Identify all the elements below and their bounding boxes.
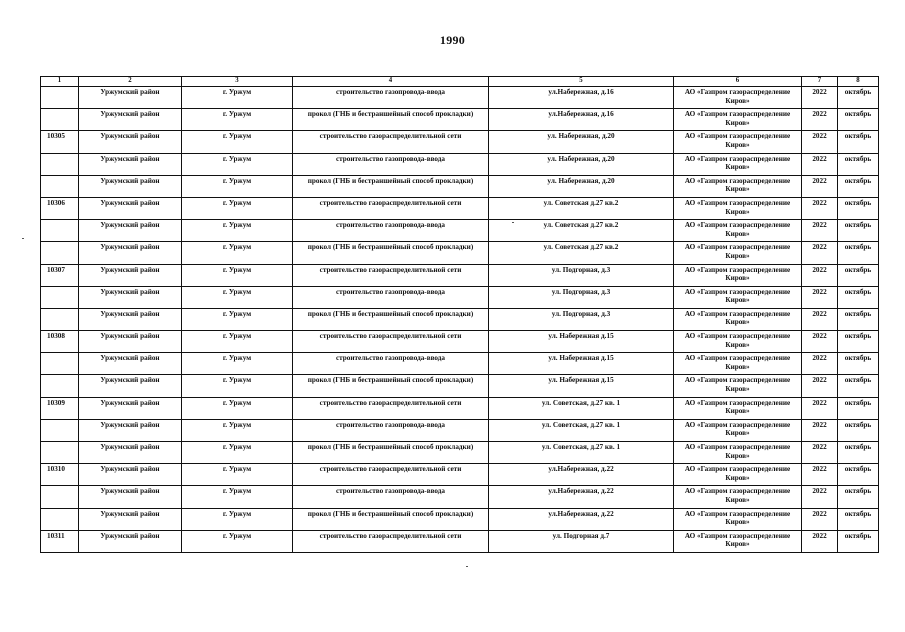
town-cell: г. Уржум	[182, 331, 293, 353]
scan-speck	[466, 566, 468, 567]
work-type-cell: строительство газораспределительной сети	[293, 397, 489, 419]
table-row	[41, 464, 879, 486]
record-number-cell: 10305	[41, 131, 79, 153]
organization-cell: АО «Газпром газораспределение Киров»	[674, 175, 802, 197]
month-cell: октябрь	[838, 153, 879, 175]
town-cell: г. Уржум	[182, 508, 293, 530]
column-header: 6	[674, 77, 802, 87]
record-number-cell	[41, 286, 79, 308]
month-cell: октябрь	[838, 220, 879, 242]
address-cell: ул. Набережная д.15	[489, 353, 674, 375]
work-type-cell: строительство газопровода-ввода	[293, 353, 489, 375]
record-number-cell: 10311	[41, 530, 79, 552]
table-row	[41, 486, 879, 508]
address-cell: ул. Набережная д.15	[489, 331, 674, 353]
address-cell: ул. Подгорная, д.3	[489, 308, 674, 330]
year-cell: 2022	[802, 87, 838, 109]
organization-cell: АО «Газпром газораспределение Киров»	[674, 331, 802, 353]
address-cell: ул. Советская д.27 кв.2	[489, 197, 674, 219]
district-cell: Уржумский район	[79, 508, 182, 530]
year-cell: 2022	[802, 242, 838, 264]
month-cell: октябрь	[838, 397, 879, 419]
address-cell: ул. Советская д.27 кв.2	[489, 220, 674, 242]
town-cell: г. Уржум	[182, 375, 293, 397]
town-cell: г. Уржум	[182, 353, 293, 375]
work-type-cell: строительство газораспределительной сети	[293, 197, 489, 219]
table-row	[41, 375, 879, 397]
month-cell: октябрь	[838, 131, 879, 153]
record-number-cell	[41, 153, 79, 175]
scan-speck	[22, 238, 24, 239]
address-cell: ул.Набережная, д.16	[489, 87, 674, 109]
town-cell: г. Уржум	[182, 175, 293, 197]
record-number-cell: 10307	[41, 264, 79, 286]
district-cell: Уржумский район	[79, 286, 182, 308]
year-cell: 2022	[802, 220, 838, 242]
address-cell: ул. Подгорная, д.3	[489, 264, 674, 286]
month-cell: октябрь	[838, 242, 879, 264]
organization-cell: АО «Газпром газораспределение Киров»	[674, 109, 802, 131]
organization-cell: АО «Газпром газораспределение Киров»	[674, 353, 802, 375]
year-cell: 2022	[802, 442, 838, 464]
table-row	[41, 308, 879, 330]
column-header: 2	[79, 77, 182, 87]
year-cell: 2022	[802, 286, 838, 308]
address-cell: ул. Советская, д.27 кв. 1	[489, 442, 674, 464]
record-number-cell	[41, 508, 79, 530]
work-type-cell: строительство газораспределительной сети	[293, 331, 489, 353]
table-row	[41, 353, 879, 375]
table-row	[41, 87, 879, 109]
work-type-cell: строительство газопровода-ввода	[293, 286, 489, 308]
table-row	[41, 242, 879, 264]
organization-cell: АО «Газпром газораспределение Киров»	[674, 87, 802, 109]
work-type-cell: прокол (ГНБ и бестраншейный способ прокладки)	[293, 442, 489, 464]
work-type-cell: строительство газораспределительной сети	[293, 530, 489, 552]
year-cell: 2022	[802, 153, 838, 175]
table-row	[41, 175, 879, 197]
year-cell: 2022	[802, 375, 838, 397]
district-cell: Уржумский район	[79, 197, 182, 219]
year-cell: 2022	[802, 264, 838, 286]
organization-cell: АО «Газпром газораспределение Киров»	[674, 220, 802, 242]
town-cell: г. Уржум	[182, 242, 293, 264]
table-row	[41, 530, 879, 552]
town-cell: г. Уржум	[182, 419, 293, 441]
address-cell: ул. Набережная д.15	[489, 375, 674, 397]
district-cell: Уржумский район	[79, 486, 182, 508]
year-cell: 2022	[802, 530, 838, 552]
work-type-cell: прокол (ГНБ и бестраншейный способ прокладки)	[293, 375, 489, 397]
month-cell: октябрь	[838, 109, 879, 131]
town-cell: г. Уржум	[182, 464, 293, 486]
column-header: 4	[293, 77, 489, 87]
district-cell: Уржумский район	[79, 242, 182, 264]
work-type-cell: прокол (ГНБ и бестраншейный способ прокладки)	[293, 242, 489, 264]
address-cell: ул. Советская, д.27 кв. 1	[489, 397, 674, 419]
town-cell: г. Уржум	[182, 486, 293, 508]
organization-cell: АО «Газпром газораспределение Киров»	[674, 308, 802, 330]
district-cell: Уржумский район	[79, 397, 182, 419]
address-cell: ул. Подгорная, д.3	[489, 286, 674, 308]
work-type-cell: прокол (ГНБ и бестраншейный способ прокладки)	[293, 109, 489, 131]
town-cell: г. Уржум	[182, 286, 293, 308]
address-cell: ул. Подгорная д.7	[489, 530, 674, 552]
year-cell: 2022	[802, 308, 838, 330]
year-cell: 2022	[802, 486, 838, 508]
organization-cell: АО «Газпром газораспределение Киров»	[674, 242, 802, 264]
town-cell: г. Уржум	[182, 442, 293, 464]
district-cell: Уржумский район	[79, 153, 182, 175]
address-cell: ул. Набережная, д.20	[489, 131, 674, 153]
month-cell: октябрь	[838, 197, 879, 219]
work-type-cell: прокол (ГНБ и бестраншейный способ прокладки)	[293, 175, 489, 197]
year-cell: 2022	[802, 419, 838, 441]
address-cell: ул.Набережная, д.16	[489, 109, 674, 131]
address-cell: ул. Советская д.27 кв.2	[489, 242, 674, 264]
organization-cell: АО «Газпром газораспределение Киров»	[674, 508, 802, 530]
month-cell: октябрь	[838, 87, 879, 109]
town-cell: г. Уржум	[182, 87, 293, 109]
district-cell: Уржумский район	[79, 464, 182, 486]
address-cell: ул.Набережная, д.22	[489, 486, 674, 508]
month-cell: октябрь	[838, 486, 879, 508]
town-cell: г. Уржум	[182, 197, 293, 219]
work-type-cell: строительство газораспределительной сети	[293, 131, 489, 153]
year-cell: 2022	[802, 353, 838, 375]
organization-cell: АО «Газпром газораспределение Киров»	[674, 264, 802, 286]
record-number-cell	[41, 419, 79, 441]
year-cell: 2022	[802, 331, 838, 353]
town-cell: г. Уржум	[182, 109, 293, 131]
work-type-cell: строительство газопровода-ввода	[293, 486, 489, 508]
district-cell: Уржумский район	[79, 264, 182, 286]
district-cell: Уржумский район	[79, 131, 182, 153]
month-cell: октябрь	[838, 508, 879, 530]
table-row	[41, 508, 879, 530]
month-cell: октябрь	[838, 264, 879, 286]
table-row	[41, 264, 879, 286]
district-cell: Уржумский район	[79, 331, 182, 353]
work-type-cell: строительство газопровода-ввода	[293, 220, 489, 242]
town-cell: г. Уржум	[182, 530, 293, 552]
record-number-cell	[41, 175, 79, 197]
district-cell: Уржумский район	[79, 419, 182, 441]
registry-body	[41, 87, 879, 553]
year-cell: 2022	[802, 197, 838, 219]
district-cell: Уржумский район	[79, 353, 182, 375]
town-cell: г. Уржум	[182, 397, 293, 419]
registry-table	[40, 76, 879, 553]
organization-cell: АО «Газпром газораспределение Киров»	[674, 375, 802, 397]
district-cell: Уржумский район	[79, 375, 182, 397]
town-cell: г. Уржум	[182, 308, 293, 330]
column-header: 5	[489, 77, 674, 87]
organization-cell: АО «Газпром газораспределение Киров»	[674, 153, 802, 175]
record-number-cell	[41, 87, 79, 109]
address-cell: ул. Набережная, д.20	[489, 153, 674, 175]
record-number-cell	[41, 486, 79, 508]
table-row	[41, 419, 879, 441]
year-cell: 2022	[802, 397, 838, 419]
table-row	[41, 442, 879, 464]
page-number: 1990	[439, 33, 466, 47]
record-number-cell	[41, 353, 79, 375]
column-header: 3	[182, 77, 293, 87]
work-type-cell: строительство газопровода-ввода	[293, 419, 489, 441]
town-cell: г. Уржум	[182, 131, 293, 153]
town-cell: г. Уржум	[182, 153, 293, 175]
district-cell: Уржумский район	[79, 530, 182, 552]
year-cell: 2022	[802, 175, 838, 197]
record-number-cell: 10306	[41, 197, 79, 219]
record-number-cell: 10310	[41, 464, 79, 486]
month-cell: октябрь	[838, 464, 879, 486]
column-header: 7	[802, 77, 838, 87]
address-cell: ул. Набережная, д.20	[489, 175, 674, 197]
year-cell: 2022	[802, 131, 838, 153]
organization-cell: АО «Газпром газораспределение Киров»	[674, 197, 802, 219]
month-cell: октябрь	[838, 419, 879, 441]
district-cell: Уржумский район	[79, 87, 182, 109]
table-row	[41, 286, 879, 308]
month-cell: октябрь	[838, 331, 879, 353]
address-cell: ул.Набережная, д.22	[489, 508, 674, 530]
month-cell: октябрь	[838, 308, 879, 330]
organization-cell: АО «Газпром газораспределение Киров»	[674, 486, 802, 508]
month-cell: октябрь	[838, 375, 879, 397]
district-cell: Уржумский район	[79, 220, 182, 242]
work-type-cell: строительство газораспределительной сети	[293, 464, 489, 486]
organization-cell: АО «Газпром газораспределение Киров»	[674, 464, 802, 486]
district-cell: Уржумский район	[79, 442, 182, 464]
month-cell: октябрь	[838, 353, 879, 375]
table-row	[41, 153, 879, 175]
town-cell: г. Уржум	[182, 220, 293, 242]
district-cell: Уржумский район	[79, 308, 182, 330]
record-number-cell: 10308	[41, 331, 79, 353]
organization-cell: АО «Газпром газораспределение Киров»	[674, 397, 802, 419]
record-number-cell	[41, 242, 79, 264]
year-cell: 2022	[802, 109, 838, 131]
year-cell: 2022	[802, 464, 838, 486]
record-number-cell	[41, 375, 79, 397]
address-cell: ул.Набережная, д.22	[489, 464, 674, 486]
column-header: 1	[41, 77, 79, 87]
record-number-cell	[41, 220, 79, 242]
table-row	[41, 109, 879, 131]
column-number-row	[41, 77, 879, 87]
record-number-cell	[41, 308, 79, 330]
table-row	[41, 331, 879, 353]
record-number-cell	[41, 442, 79, 464]
month-cell: октябрь	[838, 442, 879, 464]
record-number-cell: 10309	[41, 397, 79, 419]
work-type-cell: строительство газопровода-ввода	[293, 87, 489, 109]
scan-speck	[512, 222, 514, 223]
table-row	[41, 131, 879, 153]
district-cell: Уржумский район	[79, 175, 182, 197]
record-number-cell	[41, 109, 79, 131]
organization-cell: АО «Газпром газораспределение Киров»	[674, 286, 802, 308]
work-type-cell: прокол (ГНБ и бестраншейный способ прокладки)	[293, 508, 489, 530]
organization-cell: АО «Газпром газораспределение Киров»	[674, 419, 802, 441]
work-type-cell: строительство газораспределительной сети	[293, 264, 489, 286]
table-row	[41, 197, 879, 219]
work-type-cell: прокол (ГНБ и бестраншейный способ прокладки)	[293, 308, 489, 330]
column-header: 8	[838, 77, 879, 87]
district-cell: Уржумский район	[79, 109, 182, 131]
address-cell: ул. Советская, д.27 кв. 1	[489, 419, 674, 441]
year-cell: 2022	[802, 508, 838, 530]
town-cell: г. Уржум	[182, 264, 293, 286]
month-cell: октябрь	[838, 175, 879, 197]
month-cell: октябрь	[838, 286, 879, 308]
organization-cell: АО «Газпром газораспределение Киров»	[674, 442, 802, 464]
organization-cell: АО «Газпром газораспределение Киров»	[674, 131, 802, 153]
work-type-cell: строительство газопровода-ввода	[293, 153, 489, 175]
organization-cell: АО «Газпром газораспределение Киров»	[674, 530, 802, 552]
table-row	[41, 397, 879, 419]
table-row	[41, 220, 879, 242]
month-cell: октябрь	[838, 530, 879, 552]
